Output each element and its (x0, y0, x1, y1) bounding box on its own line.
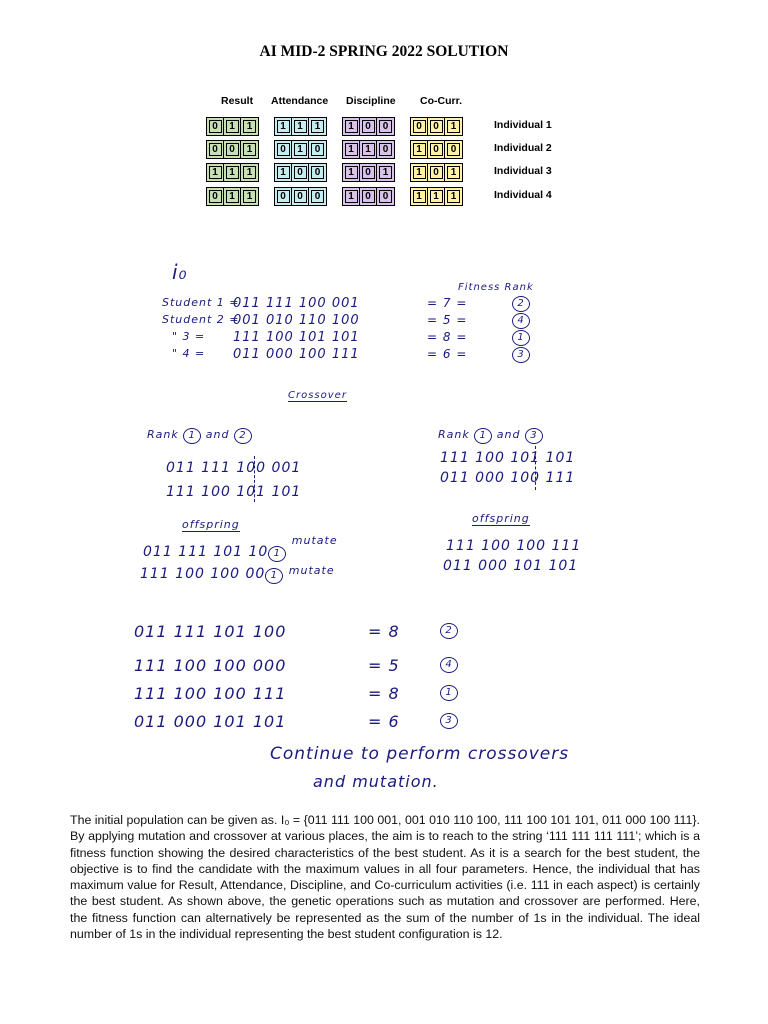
rank-circle: 4 (440, 657, 458, 673)
gene-bit: 0 (277, 190, 290, 203)
gene-group (410, 117, 463, 136)
header-discipline: Discipline (346, 95, 396, 107)
student-rank (512, 296, 530, 312)
student-fitness: = 6 = (427, 347, 468, 361)
gene-bit: 1 (345, 190, 358, 203)
left-offspring-1-mutated-bit: 1 (268, 546, 286, 562)
initial-population-label: i₀ (172, 260, 188, 284)
crossover-label: Crossover (288, 390, 347, 401)
left-rank-pair (147, 428, 252, 444)
gene-cell (275, 164, 292, 181)
gene-bit: 0 (362, 166, 375, 179)
left-parent-2-head: 111 100 (166, 484, 231, 500)
header-attendance: Attendance (271, 95, 329, 107)
gene-group (342, 140, 395, 159)
gene-cell (360, 164, 377, 181)
result-fitness: = 6 (368, 712, 400, 731)
left-rank-2: 2 (234, 428, 252, 444)
left-parent-1-head: 011 111 (166, 460, 231, 476)
gene-bit: 0 (294, 166, 307, 179)
rank-circle: 2 (440, 623, 458, 639)
gene-cell (207, 118, 224, 135)
right-rank-pair (438, 428, 543, 444)
gene-bit: 0 (430, 120, 443, 133)
gene-bit: 1 (294, 143, 307, 156)
gene-cell (292, 141, 309, 158)
gene-bit: 0 (277, 143, 290, 156)
individual-label: Individual 1 (494, 119, 552, 131)
table-headers (0, 95, 768, 111)
gene-cell (428, 141, 445, 158)
gene-group (206, 140, 259, 159)
gene-cell (309, 164, 326, 181)
gene-cell (428, 118, 445, 135)
gene-bit: 1 (379, 166, 392, 179)
student-fitness: = 5 = (427, 313, 468, 327)
gene-cell (445, 118, 462, 135)
rank-circle: 1 (512, 330, 530, 346)
gene-cell (309, 141, 326, 158)
gene-bit: 0 (362, 190, 375, 203)
gene-bit: 1 (345, 166, 358, 179)
gene-cell (411, 164, 428, 181)
gene-bit: 0 (209, 143, 222, 156)
left-offspring-label: offspring (182, 518, 240, 531)
gene-group (274, 187, 327, 206)
fitness-rank-label: Fitness Rank (458, 282, 534, 293)
right-crossover-point (535, 446, 536, 490)
gene-bit: 0 (294, 190, 307, 203)
rank-circle: 3 (440, 713, 458, 729)
left-rank-1: 1 (183, 428, 201, 444)
rank-circle: 3 (512, 347, 530, 363)
gene-bit: 1 (430, 190, 443, 203)
left-offspring-1-bits: 011 111 101 10 (143, 544, 269, 560)
rank-circle: 4 (512, 313, 530, 329)
gene-bit: 0 (379, 143, 392, 156)
gene-cell (411, 188, 428, 205)
gene-group (342, 117, 395, 136)
gene-cell (241, 141, 258, 158)
gene-cell (224, 118, 241, 135)
gene-bit: 1 (277, 166, 290, 179)
header-result: Result (221, 95, 254, 107)
gene-bit: 0 (311, 166, 324, 179)
gene-bit: 1 (209, 166, 222, 179)
right-parent-2 (440, 470, 575, 486)
rank-circle: 1 (440, 685, 458, 701)
student-label: Student 2 = (162, 313, 240, 326)
gene-bit: 1 (447, 190, 460, 203)
right-parent-1 (440, 450, 575, 466)
right-and: and (496, 428, 521, 441)
gene-bit: 1 (447, 120, 460, 133)
gene-cell (275, 141, 292, 158)
gene-group (410, 140, 463, 159)
gene-cell (207, 141, 224, 158)
gene-bit: 0 (379, 120, 392, 133)
gene-cell (224, 141, 241, 158)
gene-bit: 0 (430, 143, 443, 156)
result-bits: 111 100 100 111 (134, 684, 287, 703)
result-fitness: = 8 (368, 622, 400, 641)
gene-bit: 0 (209, 120, 222, 133)
left-offspring-2-mutated-bit: 1 (265, 568, 283, 584)
left-offspring-2-bits: 111 100 100 00 (140, 566, 266, 582)
left-parent-2-tail: 101 101 (236, 484, 302, 500)
result-bits: 011 000 101 101 (134, 712, 287, 731)
right-parent-2-head: 011 000 (440, 470, 505, 486)
result-fitness: = 8 (368, 684, 400, 703)
left-mutate-1: mutate (291, 534, 338, 547)
result-rank (440, 622, 458, 639)
student-label: " 4 = (172, 347, 206, 360)
gene-bit: 1 (243, 120, 256, 133)
gene-cell (224, 188, 241, 205)
gene-bit: 1 (413, 190, 426, 203)
gene-bit: 1 (243, 143, 256, 156)
result-rank (440, 712, 458, 729)
gene-cell (445, 141, 462, 158)
gene-bit: 0 (413, 120, 426, 133)
individual-label: Individual 4 (494, 189, 552, 201)
gene-group (274, 140, 327, 159)
student-fitness: = 8 = (427, 330, 468, 344)
individual-label: Individual 3 (494, 165, 552, 177)
student-rank (512, 313, 530, 329)
gene-bit: 0 (447, 143, 460, 156)
rank-circle: 2 (512, 296, 530, 312)
gene-group (206, 187, 259, 206)
gene-cell (292, 118, 309, 135)
individual-label: Individual 2 (494, 142, 552, 154)
student-fitness: = 7 = (427, 296, 468, 310)
gene-cell (275, 118, 292, 135)
gene-bit: 0 (379, 190, 392, 203)
left-offspring-2 (140, 566, 335, 584)
explanation-paragraph: The initial population can be given as. I₀ = {011 111 100 001, 001 010 110 100, 111 100 101 101, 011 000 100 111}. By applying mutation and crossover at various places, the aim is to reach to the string ‘111 111 111 111’; which is a fitness function showing the desired characteristics of the best student. As it is a search for the best student, the objective is to find the candidate with the maximum values in all four parameters. Hence, the individual that has maximum value for Result, Attendance, Discipline, and Co-curriculum activities (i.e. 111 in each aspect) is certainly the best student. As shown above, the genetic operations such as mutation and crossover are performed. Here, the fitness function can alternatively be represented as the sum of the number of 1s in the individual. The ideal number of 1s in the individual representing the best student configuration is 12. (70, 813, 700, 942)
gene-bit: 1 (226, 190, 239, 203)
gene-cell (377, 164, 394, 181)
gene-group (274, 163, 327, 182)
gene-group (410, 163, 463, 182)
result-rank (440, 684, 458, 701)
gene-bit: 1 (362, 143, 375, 156)
continue-line-1: Continue to perform crossovers (270, 744, 570, 764)
gene-cell (241, 118, 258, 135)
gene-bit: 1 (226, 120, 239, 133)
left-crossover-point (254, 456, 255, 502)
result-rank (440, 656, 458, 673)
gene-cell (360, 188, 377, 205)
student-label: " 3 = (172, 330, 206, 343)
gene-group (206, 117, 259, 136)
gene-cell (343, 164, 360, 181)
student-bits: 001 010 110 100 (233, 313, 360, 328)
gene-cell (445, 188, 462, 205)
gene-cell (309, 118, 326, 135)
gene-bit: 1 (311, 120, 324, 133)
left-parent-2 (166, 484, 301, 500)
left-parent-1 (166, 460, 301, 476)
left-and: and (205, 428, 230, 441)
gene-cell (411, 141, 428, 158)
gene-cell (377, 188, 394, 205)
gene-group (342, 187, 395, 206)
right-offspring-1: 111 100 100 111 (446, 538, 582, 554)
gene-bit: 1 (413, 166, 426, 179)
gene-bit: 1 (226, 166, 239, 179)
gene-bit: 1 (413, 143, 426, 156)
result-bits: 011 111 101 100 (134, 622, 287, 641)
gene-group (206, 163, 259, 182)
gene-bit: 1 (243, 166, 256, 179)
gene-bit: 1 (243, 190, 256, 203)
gene-bit: 1 (345, 143, 358, 156)
gene-group (342, 163, 395, 182)
right-offspring-label: offspring (472, 512, 530, 525)
right-parent-2-tail: 100 111 (510, 470, 576, 486)
student-bits: 111 100 101 101 (233, 330, 360, 345)
gene-bit: 0 (226, 143, 239, 156)
gene-group (410, 187, 463, 206)
left-mutate-2: mutate (288, 564, 335, 577)
gene-bit: 1 (447, 166, 460, 179)
page-title: AI MID-2 SPRING 2022 SOLUTION (259, 43, 509, 60)
right-parent-1-head: 111 100 (440, 450, 505, 466)
right-parent-1-tail: 101 101 (510, 450, 576, 466)
gene-cell (241, 188, 258, 205)
gene-cell (224, 164, 241, 181)
gene-cell (428, 188, 445, 205)
gene-group (274, 117, 327, 136)
gene-cell (411, 118, 428, 135)
gene-cell (343, 141, 360, 158)
student-bits: 011 000 100 111 (233, 347, 360, 362)
header-co-curr: Co-Curr. (420, 95, 462, 107)
gene-cell (292, 188, 309, 205)
gene-cell (343, 118, 360, 135)
gene-cell (360, 118, 377, 135)
student-rank (512, 347, 530, 363)
left-rank-label: Rank (147, 428, 179, 441)
gene-bit: 1 (277, 120, 290, 133)
gene-bit: 0 (311, 190, 324, 203)
gene-bit: 0 (311, 143, 324, 156)
gene-cell (377, 118, 394, 135)
continue-line-2: and mutation. (313, 772, 439, 791)
gene-cell (343, 188, 360, 205)
gene-bit: 1 (345, 120, 358, 133)
right-rank-label: Rank (438, 428, 470, 441)
gene-bit: 1 (294, 120, 307, 133)
gene-cell (207, 188, 224, 205)
gene-cell (377, 141, 394, 158)
gene-cell (275, 188, 292, 205)
student-bits: 011 111 100 001 (233, 296, 360, 311)
gene-cell (428, 164, 445, 181)
left-parent-1-tail: 100 001 (236, 460, 302, 476)
left-offspring-1 (143, 534, 338, 562)
gene-cell (207, 164, 224, 181)
gene-cell (445, 164, 462, 181)
gene-cell (241, 164, 258, 181)
result-bits: 111 100 100 000 (134, 656, 287, 675)
right-offspring-2: 011 000 101 101 (443, 558, 579, 574)
right-rank-3: 3 (525, 428, 543, 444)
gene-cell (309, 188, 326, 205)
gene-cell (292, 164, 309, 181)
gene-cell (360, 141, 377, 158)
right-rank-1: 1 (474, 428, 492, 444)
student-rank (512, 330, 530, 346)
student-label: Student 1 = (162, 296, 240, 309)
gene-bit: 0 (362, 120, 375, 133)
result-fitness: = 5 (368, 656, 400, 675)
gene-bit: 0 (430, 166, 443, 179)
gene-bit: 0 (209, 190, 222, 203)
